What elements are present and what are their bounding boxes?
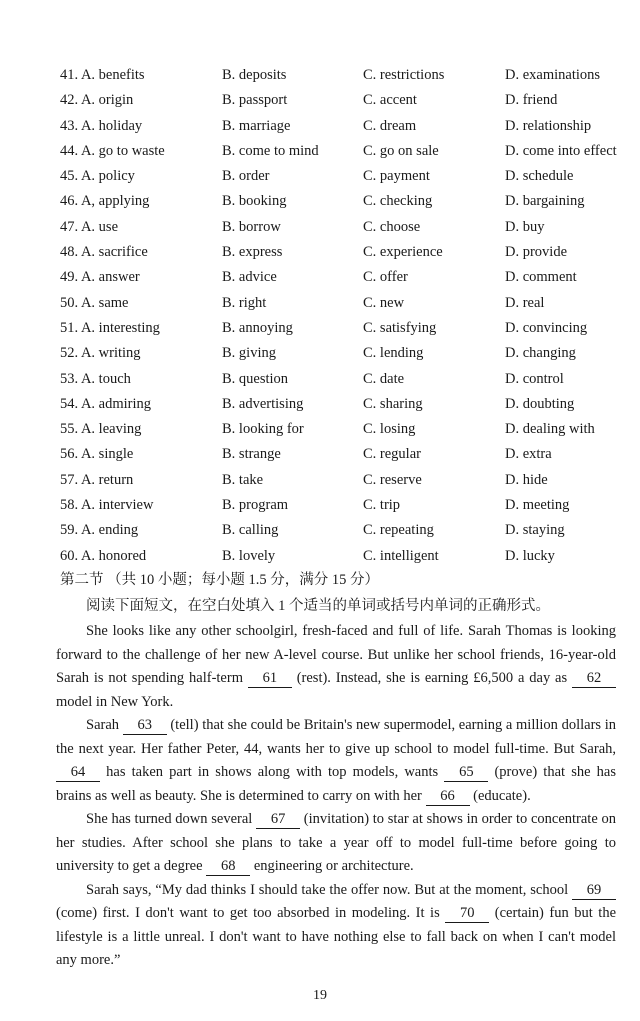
question-row-44 xyxy=(0,139,640,164)
passage-text: She looks like any other schoolgirl, fresh-faced and full of life. Sarah Thomas is looking forward to the challenge of her new A-level course. But unlike her school friends, 16-year-old Sarah is not spending half-term xyxy=(56,623,616,686)
option-b: B. order xyxy=(222,168,270,185)
option-a: 47. A. use xyxy=(60,218,118,235)
option-b: B. right xyxy=(222,294,267,311)
option-a: 49. A. answer xyxy=(60,269,140,286)
option-a: 54. A. admiring xyxy=(60,395,152,412)
option-a: 41. A. benefits xyxy=(60,67,145,83)
blank-66: 66 xyxy=(426,787,470,806)
option-c: C. new xyxy=(363,294,405,311)
option-d: D. provide xyxy=(505,244,568,261)
question-row-55 xyxy=(0,417,640,442)
passage-text: (come) first. I don't want to get too absorbed in modeling. It is xyxy=(56,905,446,921)
option-b: B. marriage xyxy=(222,117,291,134)
option-c: C. checking xyxy=(363,193,433,210)
question-row-47 xyxy=(0,215,640,240)
option-b: B. borrow xyxy=(222,218,281,235)
option-d: D. doubting xyxy=(505,395,575,412)
passage-text: engineering or architecture. xyxy=(250,858,414,874)
paragraph-2 xyxy=(56,714,616,808)
question-row-60 xyxy=(0,544,640,569)
section-instruction: 阅读下面短文，在空白处填入 1 个适当的单词或括号内单词的正确形式。 xyxy=(86,598,550,614)
blank-70: 70 xyxy=(445,904,489,923)
passage-text: Sarah xyxy=(86,717,123,733)
option-c: C. trip xyxy=(363,497,401,514)
section-title: 第二节 （共 10 小题；每小题 1.5 分，满分 15 分） xyxy=(60,572,379,588)
option-c: C. payment xyxy=(363,168,430,185)
option-a: 44. A. go to waste xyxy=(60,142,165,159)
option-d: D. extra xyxy=(505,446,552,463)
option-d: D. real xyxy=(505,294,545,311)
option-c: C. dream xyxy=(363,117,417,134)
option-d: D. come into effect xyxy=(505,142,617,159)
question-row-42 xyxy=(0,88,640,113)
option-a: 59. A. ending xyxy=(60,522,139,539)
option-c: C. experience xyxy=(363,244,443,261)
option-a: 46. A, applying xyxy=(60,193,150,210)
blank-68: 68 xyxy=(206,857,250,876)
option-a: 60. A. honored xyxy=(60,547,147,564)
option-d: D. schedule xyxy=(505,168,574,185)
question-row-53 xyxy=(0,367,640,392)
option-c: C. repeating xyxy=(363,522,434,539)
question-row-49 xyxy=(0,265,640,290)
option-b: B. come to mind xyxy=(222,142,319,159)
option-b: B. looking for xyxy=(222,421,304,438)
option-d: D. dealing with xyxy=(505,421,595,438)
option-a: 57. A. return xyxy=(60,471,134,488)
option-c: C. choose xyxy=(363,218,421,235)
option-b: B. deposits xyxy=(222,67,287,83)
question-row-50 xyxy=(0,291,640,316)
option-b: B. calling xyxy=(222,522,279,539)
question-row-54 xyxy=(0,392,640,417)
blank-67: 67 xyxy=(256,810,300,829)
option-c: C. reserve xyxy=(363,471,422,488)
passage-text: (prove) that she has brains as well as beauty. She is determined to carry on with her xyxy=(56,764,616,804)
passage-text: Sarah says, “My dad thinks I should take the offer now. But at the moment, school xyxy=(86,881,572,898)
choice-table xyxy=(0,63,640,569)
question-row-57 xyxy=(0,468,640,493)
option-d: D. lucky xyxy=(505,547,555,564)
passage-text: (educate). xyxy=(469,787,531,804)
option-d: D. bargaining xyxy=(505,193,585,210)
question-row-43 xyxy=(0,114,640,139)
question-row-48 xyxy=(0,240,640,265)
option-a: 51. A. interesting xyxy=(60,319,160,336)
option-b: B. lovely xyxy=(222,547,276,564)
paragraph-3 xyxy=(56,808,616,879)
option-a: 52. A. writing xyxy=(60,345,141,362)
option-b: B. question xyxy=(222,370,289,387)
option-b: B. strange xyxy=(222,446,281,463)
option-b: B. annoying xyxy=(222,319,293,336)
option-a: 48. A. sacrifice xyxy=(60,244,148,261)
option-d: D. staying xyxy=(505,522,565,539)
passage-text: (invitation) to star at shows in order to concentrate on her studies. After school she plans to take a year off to model full-time before going to university to get a degree xyxy=(56,811,617,874)
option-c: C. satisfying xyxy=(363,319,437,336)
passage-text: She has turned down several xyxy=(86,811,257,827)
passage-text: (certain) fun but the lifestyle is a little unreal. I don't want to have nothing else to fall back on when I can't model any more.” xyxy=(56,905,617,968)
option-d: D. friend xyxy=(505,92,558,109)
option-a: 58. A. interview xyxy=(60,497,154,514)
option-c: C. regular xyxy=(363,446,421,463)
option-b: B. booking xyxy=(222,193,287,210)
question-row-41 xyxy=(0,63,640,88)
blank-63: 63 xyxy=(123,716,167,735)
question-row-56 xyxy=(0,442,640,467)
blank-65: 65 xyxy=(444,763,488,782)
option-d: D. buy xyxy=(505,218,545,235)
paragraph-1 xyxy=(56,620,616,714)
option-d: D. control xyxy=(505,370,564,387)
option-d: D. comment xyxy=(505,269,577,286)
option-d: D. examinations xyxy=(505,67,601,83)
question-row-46 xyxy=(0,189,640,214)
passage-text: (rest). Instead, she is earning £6,500 a day as xyxy=(291,670,572,686)
passage-text: (tell) that she could be Britain's new supermodel, earning a million dollars in the next year. Her father Peter, 44, wants her to give up school to model full-time. But Sarah, xyxy=(56,717,616,757)
question-row-45 xyxy=(0,164,640,189)
option-b: B. advertising xyxy=(222,395,304,412)
option-b: B. passport xyxy=(222,92,288,109)
option-d: D. convincing xyxy=(505,319,588,336)
passage-text: model in New York. xyxy=(56,693,174,710)
passage-text: has taken part in shows along with top models, wants xyxy=(100,764,445,780)
option-c: C. date xyxy=(363,370,405,387)
option-c: C. sharing xyxy=(363,395,423,412)
option-a: 56. A. single xyxy=(60,446,134,463)
option-c: C. restrictions xyxy=(363,67,445,83)
page-number: 19 xyxy=(313,988,327,1003)
option-d: D. hide xyxy=(505,471,548,488)
option-d: D. changing xyxy=(505,345,576,362)
option-c: C. intelligent xyxy=(363,547,439,564)
question-row-52 xyxy=(0,341,640,366)
option-d: D. relationship xyxy=(505,117,592,134)
option-a: 55. A. leaving xyxy=(60,421,142,438)
option-a: 50. A. same xyxy=(60,294,129,311)
passage xyxy=(56,620,616,973)
blank-61: 61 xyxy=(248,669,292,688)
paragraph-4 xyxy=(56,879,616,973)
question-row-58 xyxy=(0,493,640,518)
option-c: C. go on sale xyxy=(363,142,439,159)
option-c: C. accent xyxy=(363,92,417,109)
option-b: B. take xyxy=(222,471,264,488)
blank-62: 62 xyxy=(572,669,616,688)
option-c: C. losing xyxy=(363,421,416,438)
blank-69: 69 xyxy=(572,881,616,900)
option-a: 42. A. origin xyxy=(60,92,134,109)
option-a: 53. A. touch xyxy=(60,370,131,387)
option-c: C. lending xyxy=(363,345,424,362)
option-a: 43. A. holiday xyxy=(60,117,143,134)
option-b: B. express xyxy=(222,244,283,261)
blank-64: 64 xyxy=(56,763,100,782)
question-row-51 xyxy=(0,316,640,341)
option-d: D. meeting xyxy=(505,497,570,514)
option-b: B. giving xyxy=(222,345,276,362)
question-row-59 xyxy=(0,518,640,543)
option-c: C. offer xyxy=(363,269,408,286)
option-b: B. program xyxy=(222,497,289,514)
option-a: 45. A. policy xyxy=(60,168,135,185)
option-b: B. advice xyxy=(222,269,277,286)
